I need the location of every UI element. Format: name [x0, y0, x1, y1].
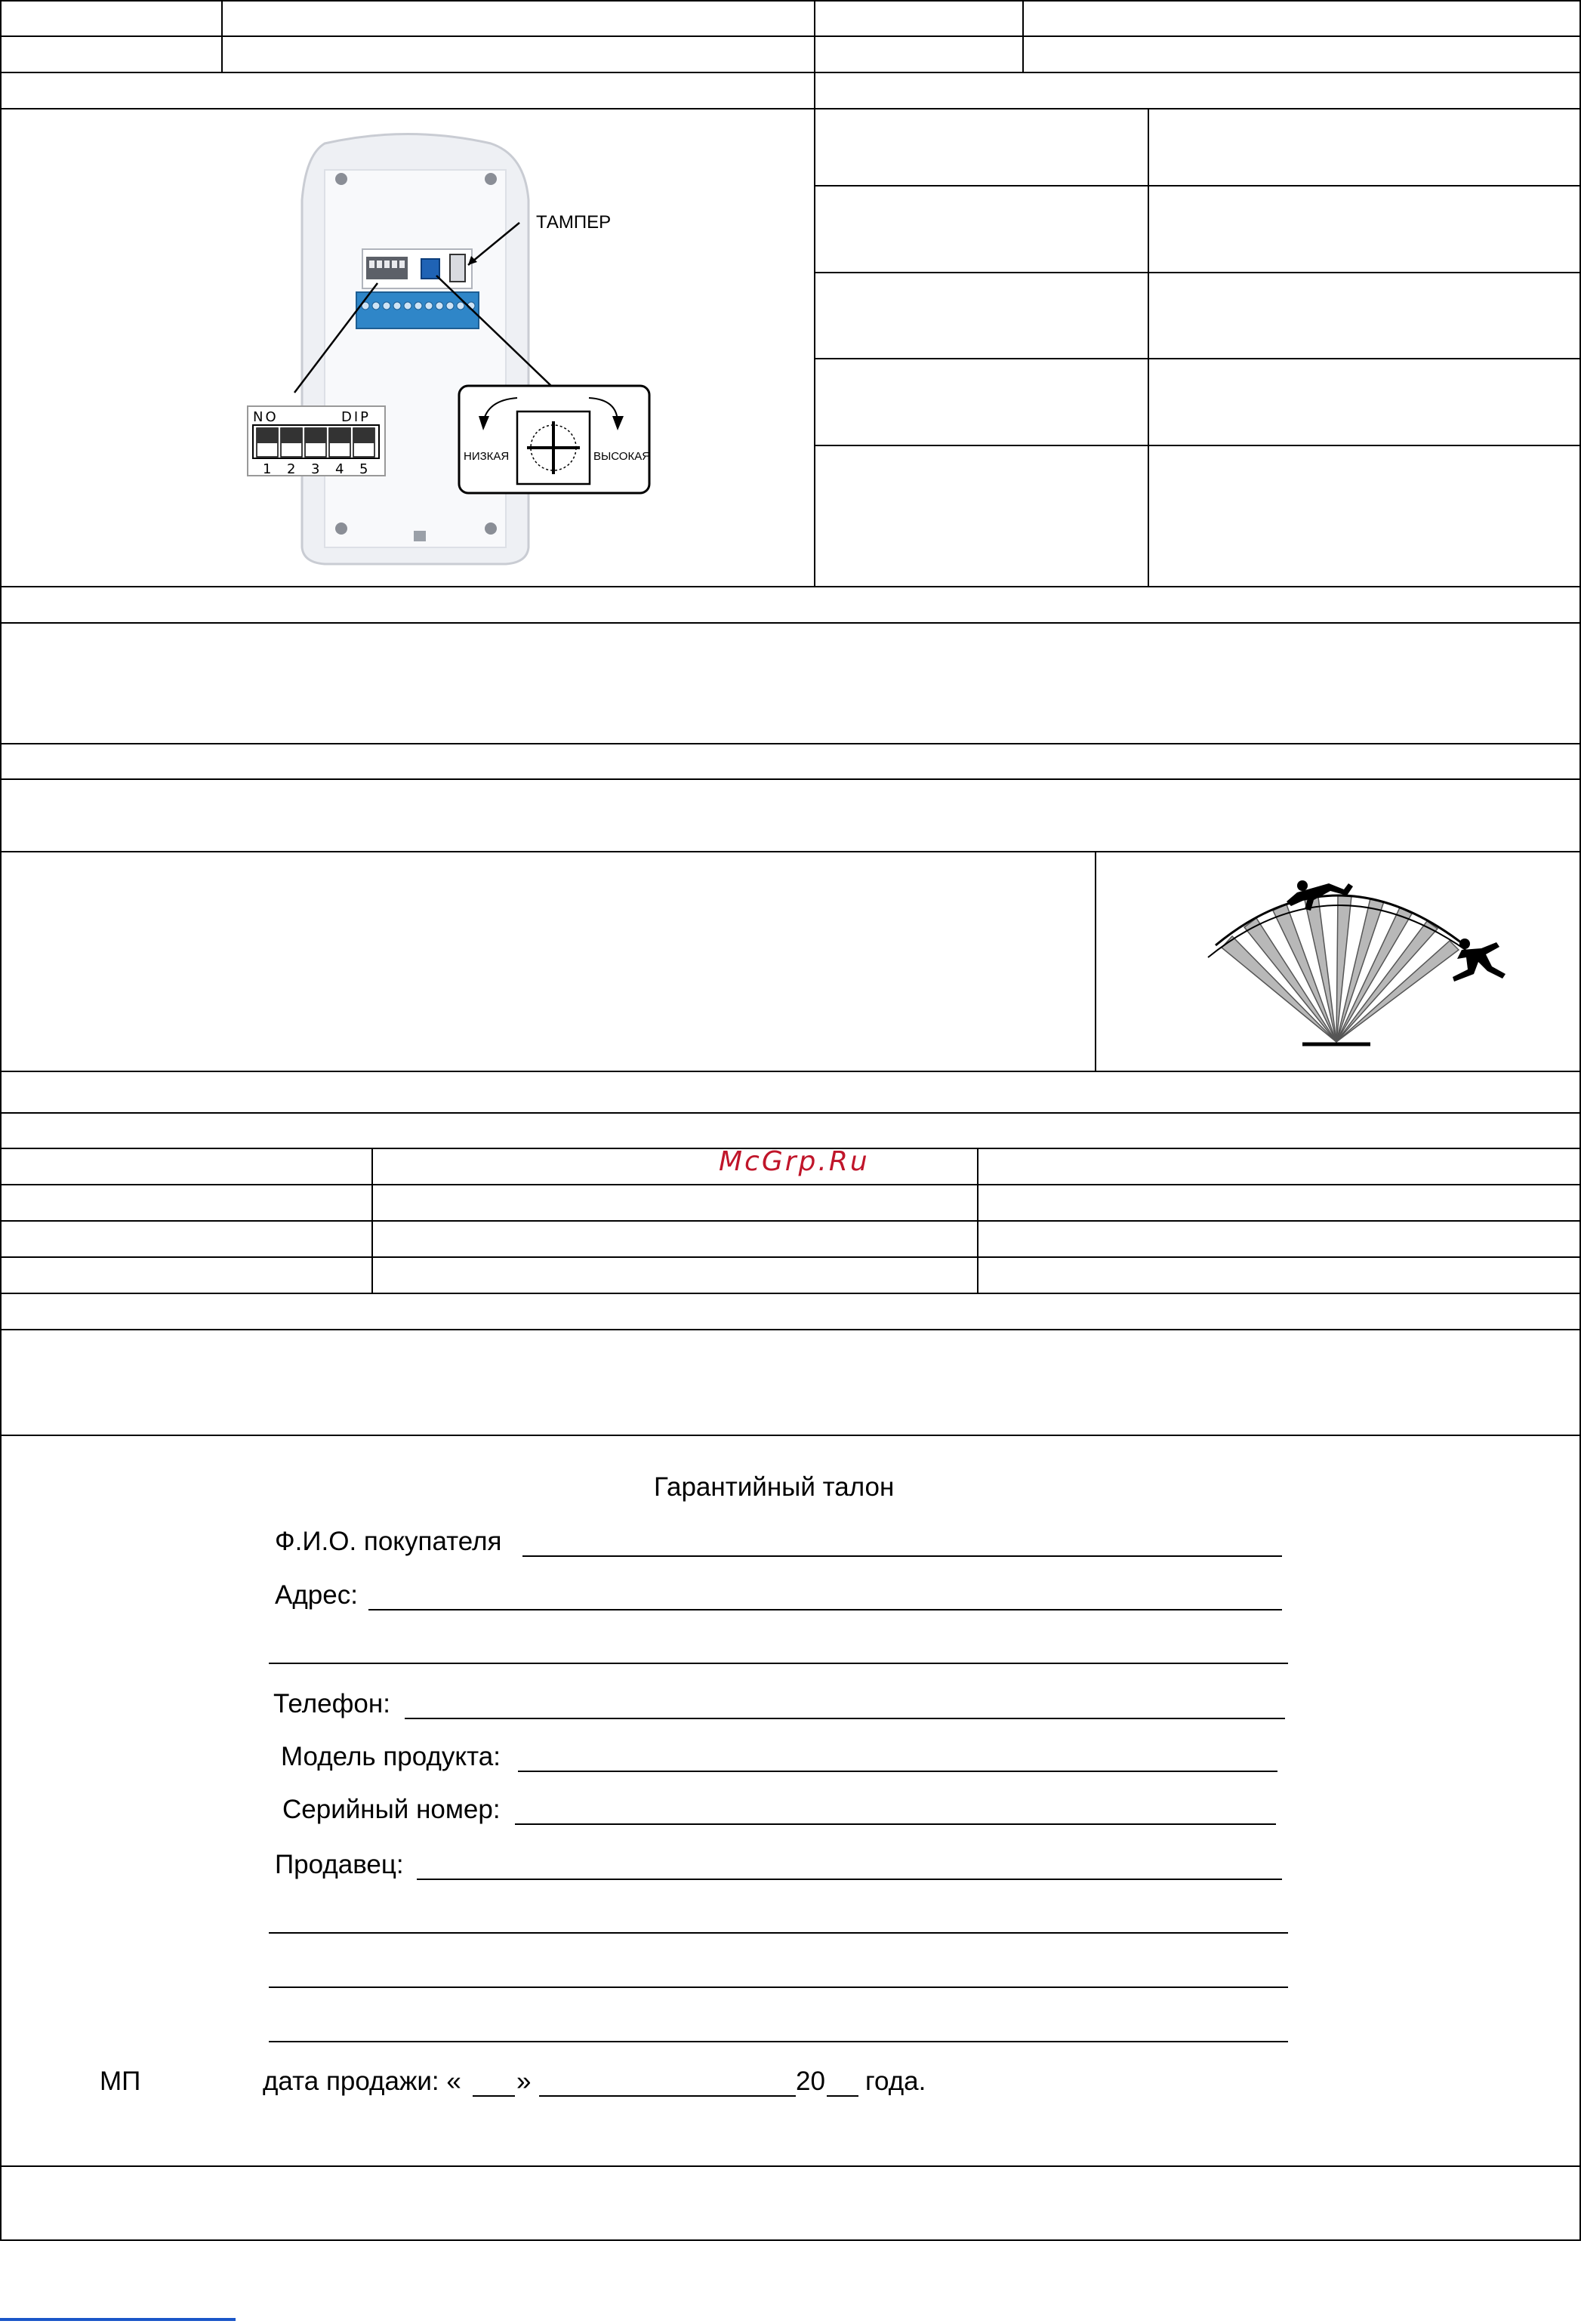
table-rule	[814, 0, 815, 587]
watermark: McGrp.Ru	[719, 1146, 870, 1177]
seller-line-2[interactable]	[269, 1932, 1288, 1934]
serial-number-label: Серийный номер:	[282, 1795, 501, 1824]
seller-line-3[interactable]	[269, 1986, 1288, 1988]
sale-date-year: 20	[796, 2067, 825, 2096]
phone-line[interactable]	[405, 1718, 1285, 1719]
screw-hole	[485, 522, 497, 535]
dip-switch-slots	[257, 428, 374, 457]
table-rule	[0, 1293, 1581, 1294]
table-rule	[0, 851, 1581, 852]
dip-number: 1	[263, 461, 272, 477]
table-rule	[1022, 0, 1024, 73]
table-rule	[814, 445, 1581, 446]
table-rule	[0, 622, 1581, 624]
table-rule	[0, 1071, 1581, 1072]
seller-line[interactable]	[417, 1879, 1282, 1880]
warranty-title: Гарантийный талон	[654, 1472, 895, 1502]
table-rule	[1095, 851, 1096, 1072]
screw-hole	[335, 173, 347, 185]
table-rule	[0, 778, 1581, 780]
table-rule	[814, 272, 1581, 273]
table-rule	[0, 108, 1581, 109]
sale-date-suffix: года.	[865, 2067, 926, 2096]
dip-number: 2	[287, 461, 296, 477]
dip-number: 5	[359, 461, 368, 477]
table-rule	[0, 743, 1581, 744]
address-line-2[interactable]	[269, 1663, 1288, 1664]
table-rule	[0, 1184, 1581, 1185]
table-rule	[0, 0, 1581, 2]
table-rule	[0, 1329, 1581, 1330]
table-rule	[0, 2239, 1581, 2241]
screw-hole	[485, 173, 497, 185]
dip-label-right: DIP	[341, 409, 371, 425]
table-rule	[0, 35, 1581, 37]
table-rule	[0, 2165, 1581, 2167]
table-rule	[977, 1148, 978, 1294]
dip-number: 4	[335, 461, 344, 477]
dip-label-left: NO	[253, 409, 279, 425]
seller-label: Продавец:	[275, 1850, 404, 1879]
table-rule	[0, 586, 1581, 587]
table-rule	[0, 1256, 1581, 1258]
stamp-label: МП	[100, 2067, 141, 2096]
dip-number: 3	[311, 461, 320, 477]
device-terminal-diagram	[227, 125, 680, 570]
tamper-switch	[450, 254, 465, 282]
buyer-name-label: Ф.И.О. покупателя	[275, 1527, 502, 1556]
sale-date-prefix: дата продажи: «	[263, 2067, 461, 2096]
footer-link-underline[interactable]	[0, 2318, 236, 2321]
table-rule	[371, 1148, 373, 1294]
screw-hole	[335, 522, 347, 535]
buyer-name-line[interactable]	[522, 1555, 1282, 1557]
sensitivity-callout-box	[459, 386, 650, 493]
dip-callout-box	[248, 406, 385, 477]
table-rule	[0, 0, 2, 2241]
product-model-label: Модель продукта:	[281, 1742, 501, 1771]
sale-day-line[interactable]	[473, 2095, 515, 2097]
sale-date-mid: »	[516, 2067, 532, 2096]
tamper-label: ТАМПЕР	[536, 212, 612, 233]
address-label: Адрес:	[275, 1580, 358, 1610]
address-line[interactable]	[368, 1609, 1282, 1610]
table-rule	[814, 358, 1581, 359]
table-rule	[814, 185, 1581, 186]
sensitivity-low-label: НИЗКАЯ	[464, 450, 510, 463]
phone-label: Телефон:	[273, 1689, 390, 1718]
serial-number-line[interactable]	[515, 1823, 1276, 1825]
walking-person-icon	[1453, 939, 1505, 982]
table-rule	[0, 1220, 1581, 1222]
table-rule	[221, 0, 223, 73]
table-rule	[0, 1112, 1581, 1114]
product-model-line[interactable]	[518, 1771, 1277, 1772]
table-rule	[0, 1435, 1581, 1436]
table-rule	[0, 72, 1581, 73]
sensitivity-high-label: ВЫСОКАЯ	[593, 450, 651, 463]
seller-line-4[interactable]	[269, 2041, 1288, 2042]
sale-year-line[interactable]	[827, 2095, 858, 2097]
table-rule	[1148, 108, 1149, 587]
detection-zone-diagram	[1200, 861, 1533, 1057]
sale-month-line[interactable]	[539, 2095, 796, 2097]
